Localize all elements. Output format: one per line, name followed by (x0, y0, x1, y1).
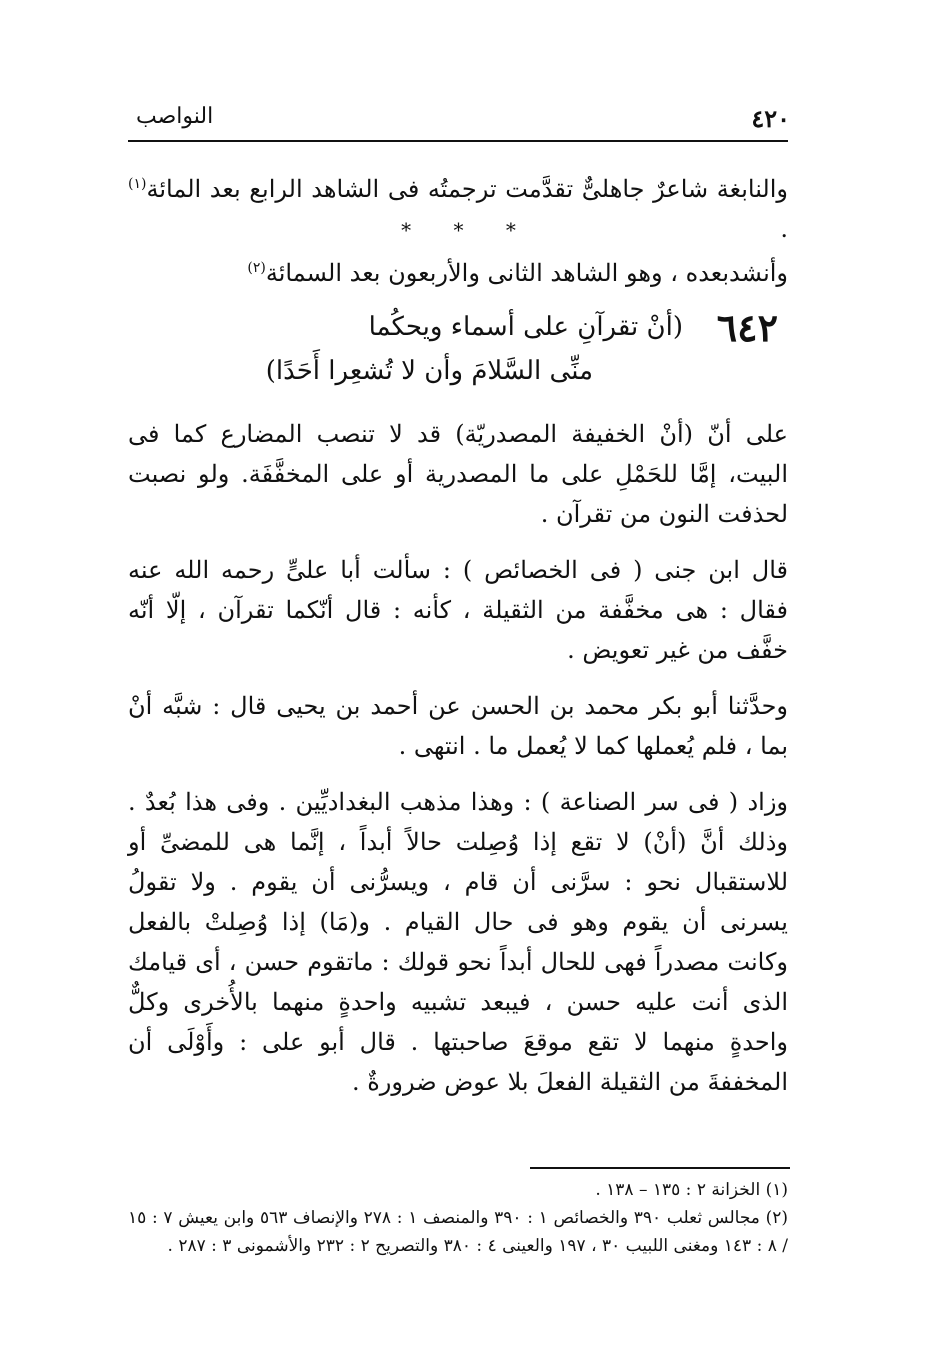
section-separator: * * * (401, 218, 534, 242)
footnote-2: (٢) مجالس ثعلب ٣٩٠ والخصائص ١ : ٣٩٠ والمنصف ١ : ٢٧٨ والإنصاف ٥٦٣ وابن يعيش ٧ : ١٥ / ٨ : ١٤٣ ومغنى اللبيب ٣٠ ، ١٩٧ والعينى ٤ : ٣٨٠ والتصريح ٢ : ٢٣٢ والأشمونى ٣ : ٢٨٧ . (128, 1208, 789, 1256)
page-number: ٤٢٠ (751, 104, 790, 133)
footnotes (128, 1176, 788, 1260)
intro-text-2: وأنشدبعده ، وهو الشاهد الثانى والأربعون بعد السمائة (265, 259, 788, 287)
intro-line-1: والنابغة شاعرٌ جاهلىٌّ تقدَّمت ترجمتُه فى الشاهد الرابع بعد المائة$^{(١)}$ . (128, 175, 788, 243)
intro-text-1: والنابغة شاعرٌ جاهلىٌّ تقدَّمت ترجمتُه فى الشاهد الرابع بعد المائة (146, 175, 788, 203)
paragraph-2: قال ابن جنى ( فى الخصائص ) : سألت أبا علىٍّ رحمه الله عنه فقال : هى مخفَّفة من الثقيلة ، كأنه : قال أنّكما تقرآن ، إلّا أنّه خفَّف من غير تعويض . (128, 556, 788, 664)
verse-line-2: منِّى السَّلامَ وأن لا تُشعِرا أَحَدًا) (265, 356, 593, 386)
verse-number: ٦٤٢ (716, 305, 778, 350)
intro-line-2 (128, 248, 788, 293)
commentary (128, 414, 788, 1118)
header-rule (128, 140, 788, 142)
footnote-1: (١) الخزانة ٢ : ١٣٥ – ١٣٨ . (595, 1180, 788, 1200)
paragraph-1: على أنّ (أنْ الخفيفة المصدريّة) قد لا تنصب المضارع كما فى البيت، إمَّا للحَمْلِ على ما المصدرية أو على المخفَّفَة. ولو نصبت لحذفت النون من تقرآن . (128, 420, 788, 528)
footnote-marker-2: (٢) (247, 260, 266, 276)
running-title: النواصب (136, 104, 214, 129)
page-header (128, 100, 790, 136)
paragraph-3: وحدَّثنا أبو بكر محمد بن الحسن عن أحمد بن يحيى قال : شبَّه أنْ بما ، فلم يُعملها كما لا يُعمل ما . انتهى . (128, 692, 788, 760)
footnote-rule (530, 1167, 790, 1169)
verse-line-1: (أنْ تقرآنِ على أسماء ويحكُما (368, 312, 683, 342)
footnote-marker-1: (١) (128, 176, 147, 192)
paragraph-4: وزاد ( فى سر الصناعة ) : وهذا مذهب البغداديِّين . وفى هذا بُعدٌ . وذلك أنَّ (أنْ) لا تقع إذا وُصِلت حالاً أبداً ، إنَّما هى للمضىِّ أو للاستقبال نحو : سرَّنى أن قام ، ويسرُّنى أن يقوم . ولا تقولُ يسرنى أن يقوم وهو فى حال القيام . و(مَا) إذا وُصِلتْ بالفعل وكانت مصدراً فهى للحال أبداً نحو قولك : ماتقوم حسن ، أى قيامك الذى أنت عليه حسن ، فيبعد تشبيه واحدةٍ منهما بالأُخرى وكلٌّ واحدةٍ منهما لا تقع موقعَ صاحبتها . قال أبو على : وأَوْلَى أن المخففةَ من الثقيلة الفعلَ بلا عوض ضرورةٌ . (128, 788, 788, 1096)
